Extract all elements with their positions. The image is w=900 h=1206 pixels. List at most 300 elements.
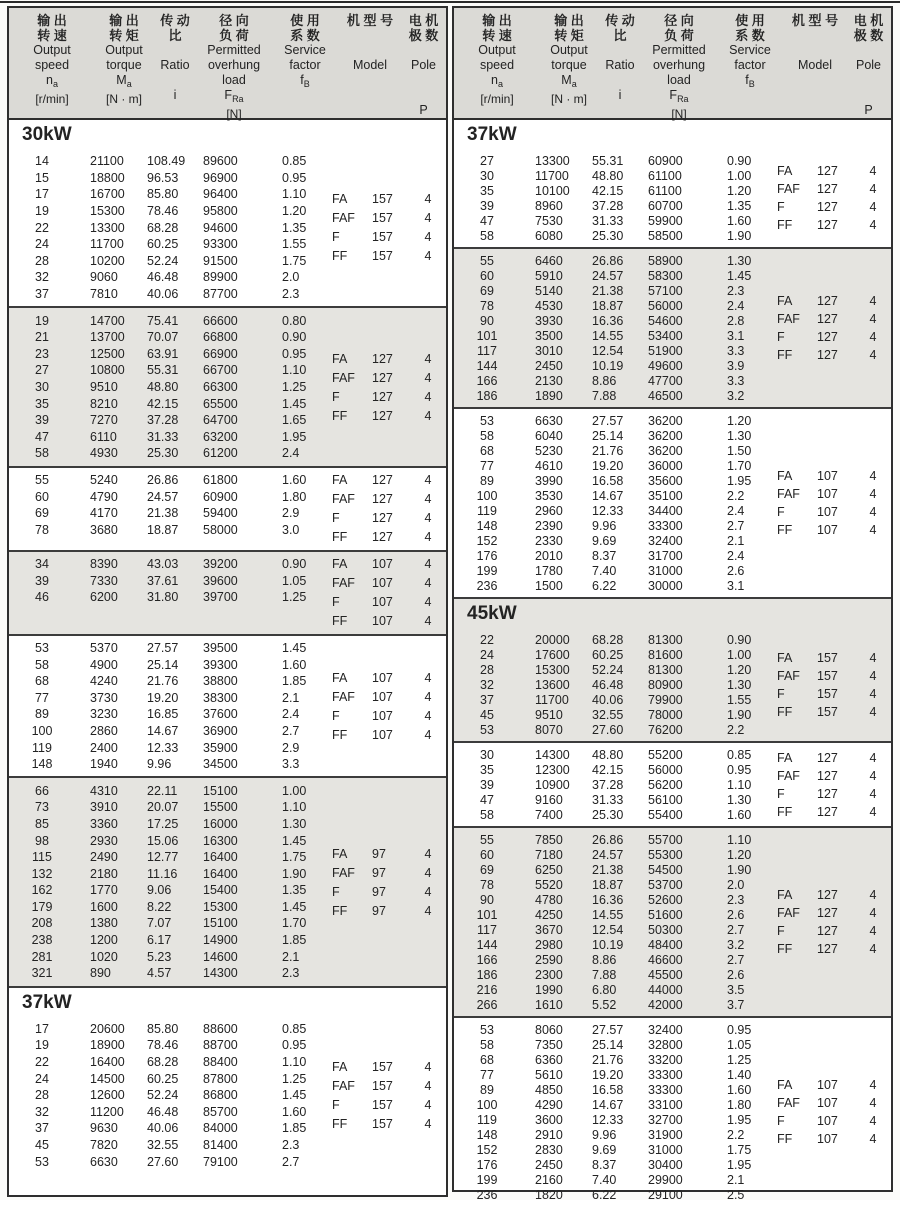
header-label-en: Output xyxy=(33,43,71,57)
pole-count-value: 4 xyxy=(869,200,877,214)
spec-row xyxy=(9,1037,446,1054)
service-factor-value: 2.2 xyxy=(727,488,745,503)
header-label-en: torque xyxy=(106,58,142,72)
permitted-overhung-load-value: 14600 xyxy=(203,949,238,964)
pole-count-value: 4 xyxy=(424,1078,432,1093)
permitted-overhung-load-value: 39200 xyxy=(203,556,238,571)
pole-count-value: 4 xyxy=(424,351,432,366)
service-factor-value: 2.4 xyxy=(282,707,300,722)
spec-block xyxy=(454,247,891,407)
permitted-overhung-load-value: 30400 xyxy=(648,1157,683,1172)
model-type-value: FAF xyxy=(777,182,800,196)
permitted-overhung-load-value: 60900 xyxy=(648,153,683,168)
output-speed-value: 179 xyxy=(31,899,53,914)
model-type-value: FAF xyxy=(332,492,355,507)
frame-size-value: 157 xyxy=(372,211,393,226)
header-label-zh: 比 xyxy=(168,28,182,43)
permitted-overhung-load-value: 44000 xyxy=(648,982,683,997)
header-spacer xyxy=(153,43,197,58)
symbol-subscript: a xyxy=(52,79,58,89)
service-factor-value: 1.85 xyxy=(282,674,307,689)
output-torque-value: 890 xyxy=(90,966,111,981)
permitted-overhung-load-value: 14300 xyxy=(203,966,238,981)
output-speed-value: 58 xyxy=(480,228,494,243)
output-torque-value: 6040 xyxy=(535,428,563,443)
service-factor-value: 2.1 xyxy=(727,1172,745,1187)
model-row xyxy=(330,387,442,406)
output-speed-value: 119 xyxy=(477,1112,497,1127)
output-speed-value: 89 xyxy=(480,473,494,488)
output-torque-value: 13600 xyxy=(535,677,570,692)
ratio-value: 37.28 xyxy=(592,198,624,213)
ratio-value: 9.69 xyxy=(592,533,617,548)
output-speed-value: 236 xyxy=(476,1187,498,1202)
ratio-value: 19.20 xyxy=(592,458,624,473)
output-torque-value: 4170 xyxy=(90,506,118,521)
spec-table-column-left xyxy=(7,6,448,1197)
pole-count-value: 4 xyxy=(869,804,877,819)
spec-row xyxy=(9,1021,446,1038)
output-speed-value: 22 xyxy=(35,1055,49,1070)
output-torque-value: 16700 xyxy=(90,187,125,202)
permitted-overhung-load-value: 96900 xyxy=(203,170,238,185)
header-spacer xyxy=(846,43,891,58)
model-row xyxy=(330,1114,442,1133)
header-label-zh: 比 xyxy=(613,28,627,43)
pole-count-value: 4 xyxy=(869,668,877,683)
model-row xyxy=(775,1130,887,1148)
model-row xyxy=(775,922,887,940)
model-type-value: FAF xyxy=(777,312,800,326)
service-factor-value: 1.55 xyxy=(282,237,307,252)
spec-row xyxy=(9,1137,446,1154)
header-label-zh: 机 型 号 xyxy=(791,13,839,28)
service-factor-value: 1.45 xyxy=(282,640,307,655)
ratio-value: 52.24 xyxy=(147,1088,179,1103)
permitted-overhung-load-value: 85700 xyxy=(203,1104,238,1119)
permitted-overhung-load-value: 38800 xyxy=(203,674,238,689)
output-speed-value: 85 xyxy=(35,816,49,831)
model-type-value: FA xyxy=(332,351,348,366)
service-factor-value: 2.1 xyxy=(727,533,745,548)
service-factor-value: 1.30 xyxy=(727,253,752,268)
ratio-value: 12.33 xyxy=(592,1112,624,1127)
output-speed-value: 119 xyxy=(477,503,497,518)
spec-row xyxy=(9,312,446,329)
ratio-value: 46.48 xyxy=(147,1104,179,1119)
service-factor-value: 2.6 xyxy=(727,563,745,578)
output-torque-value: 4850 xyxy=(535,1082,563,1097)
permitted-overhung-load-value: 37600 xyxy=(203,707,238,722)
output-torque-value: 14500 xyxy=(90,1071,125,1086)
service-factor-value: 2.6 xyxy=(727,967,745,982)
header-label-zh: 转 速 xyxy=(482,28,512,43)
permitted-overhung-load-value: 31000 xyxy=(648,1142,683,1157)
ratio-value: 25.30 xyxy=(592,228,624,243)
permitted-overhung-load-value: 30000 xyxy=(648,578,683,593)
output-torque-value: 14300 xyxy=(535,747,570,762)
model-row xyxy=(775,685,887,703)
service-factor-value: 1.45 xyxy=(282,396,307,411)
service-factor-value: 2.9 xyxy=(282,740,300,755)
permitted-overhung-load-value: 63200 xyxy=(203,429,238,444)
spec-row xyxy=(9,429,446,446)
ratio-value: 60.25 xyxy=(147,237,179,252)
ratio-value: 27.60 xyxy=(592,722,624,737)
output-torque-value: 4290 xyxy=(535,1097,563,1112)
output-speed-value: 148 xyxy=(476,1127,498,1142)
model-row xyxy=(775,803,887,821)
header-label-en: speed xyxy=(479,58,515,72)
permitted-overhung-load-value: 66700 xyxy=(203,363,238,378)
spec-row xyxy=(454,578,891,593)
header-label-en: Model xyxy=(797,58,833,72)
frame-size-value: 107 xyxy=(372,670,393,685)
pole-count-value: 4 xyxy=(424,1059,432,1074)
service-factor-value: 1.10 xyxy=(727,832,752,847)
model-row xyxy=(330,190,442,209)
output-speed-value: 39 xyxy=(480,198,494,213)
permitted-overhung-load-value: 60900 xyxy=(203,489,238,504)
header-label-en: load xyxy=(667,73,691,87)
output-speed-value: 37 xyxy=(480,692,494,707)
output-speed-value: 22 xyxy=(35,220,49,235)
model-row xyxy=(775,346,887,364)
permitted-overhung-load-value: 33300 xyxy=(648,518,683,533)
output-speed-value: 47 xyxy=(35,429,49,444)
permitted-overhung-load-value: 46600 xyxy=(648,952,683,967)
model-type-value: FA xyxy=(777,750,793,765)
ratio-value: 24.57 xyxy=(592,268,624,283)
service-factor-value: 1.90 xyxy=(727,228,752,243)
header-label-en: Ratio xyxy=(160,58,190,72)
pole-header xyxy=(401,13,446,122)
output-speed-value: 77 xyxy=(480,1067,494,1082)
ratio-value: 14.67 xyxy=(592,1097,624,1112)
output-torque-value: 2130 xyxy=(535,373,563,388)
header-spacer xyxy=(401,88,446,103)
spec-row xyxy=(454,847,891,862)
permitted-overhung-load-value: 47700 xyxy=(648,373,683,388)
pole-count-value: 4 xyxy=(424,1116,432,1131)
service-factor-value: 2.3 xyxy=(727,283,745,298)
pole-header xyxy=(846,13,891,122)
spec-row xyxy=(9,965,446,982)
header-label-zh: 使 用 xyxy=(735,13,765,28)
service-factor-value: 3.1 xyxy=(727,578,745,593)
ratio-value: 7.88 xyxy=(592,388,617,403)
ratio-value: 10.19 xyxy=(592,358,624,373)
output-torque-value: 9630 xyxy=(90,1121,118,1136)
frame-size-value: 157 xyxy=(372,1078,393,1093)
permitted-overhung-load-value: 55200 xyxy=(648,747,683,762)
model-row xyxy=(330,555,442,574)
model-type-value: FAF xyxy=(332,576,355,591)
pole-count-value: 4 xyxy=(424,689,432,704)
output-speed-value: 19 xyxy=(35,204,49,219)
output-speed-value: 39 xyxy=(35,413,49,428)
output-speed-value: 55 xyxy=(35,472,49,487)
pole-count-value: 4 xyxy=(424,846,432,861)
ratio-value: 68.28 xyxy=(592,632,624,647)
service-factor-value: 1.60 xyxy=(282,472,307,487)
permitted-overhung-load-value: 15100 xyxy=(203,783,238,798)
output-torque-value: 3910 xyxy=(90,800,118,815)
output-torque-value: 7330 xyxy=(90,573,118,588)
frame-size-value: 127 xyxy=(817,942,838,956)
output-speed-value: 90 xyxy=(480,313,494,328)
model-row xyxy=(330,509,442,528)
symbol-base: i xyxy=(173,88,177,102)
output-torque-value: 9510 xyxy=(90,380,118,395)
ratio-value: 7.88 xyxy=(592,967,617,982)
ratio-value: 8.86 xyxy=(592,952,617,967)
ratio-value: 16.58 xyxy=(592,1082,624,1097)
output-speed-value: 100 xyxy=(476,488,498,503)
service-factor-value: 1.30 xyxy=(282,816,307,831)
frame-size-value: 107 xyxy=(372,576,393,591)
pole-count-value: 4 xyxy=(869,312,877,326)
model-type-value: F xyxy=(332,1097,340,1112)
frame-size-value: 127 xyxy=(372,389,393,404)
ratio-value: 12.54 xyxy=(592,922,624,937)
spec-row xyxy=(454,563,891,578)
ratio-value: 25.14 xyxy=(147,657,179,672)
output-speed-value: 24 xyxy=(35,1071,49,1086)
model-type-value: F xyxy=(777,686,785,701)
ratio-value: 32.55 xyxy=(147,1138,179,1153)
spec-row xyxy=(9,816,446,833)
header-label-zh: 使 用 xyxy=(290,13,320,28)
model-row xyxy=(775,940,887,958)
spec-row xyxy=(454,253,891,268)
frame-size-value: 157 xyxy=(372,230,393,245)
output-speed-value: 53 xyxy=(480,722,494,737)
spec-block xyxy=(9,306,446,465)
symbol-base: P xyxy=(419,103,428,117)
service-factor-header xyxy=(271,13,339,122)
spec-row xyxy=(454,428,891,443)
ratio-value: 48.80 xyxy=(147,380,179,395)
service-factor-value: 1.45 xyxy=(282,833,307,848)
frame-size-value: 157 xyxy=(817,704,838,719)
model-type-value: FF xyxy=(332,1116,348,1131)
ratio-value: 8.22 xyxy=(147,899,172,914)
permitted-overhung-load-value: 49600 xyxy=(648,358,683,373)
permitted-overhung-load-value: 16000 xyxy=(203,816,238,831)
permitted-overhung-load-value: 16300 xyxy=(203,833,238,848)
output-speed-value: 90 xyxy=(480,892,494,907)
model-row xyxy=(775,886,887,904)
pole-count-value: 4 xyxy=(869,1114,877,1128)
permitted-overhung-load-value: 58900 xyxy=(648,253,683,268)
spec-row xyxy=(454,1187,891,1202)
output-torque-value: 5370 xyxy=(90,640,118,655)
output-torque-value: 1020 xyxy=(90,949,118,964)
service-factor-value: 0.85 xyxy=(727,747,752,762)
output-speed-value: 53 xyxy=(480,413,494,428)
ratio-value: 7.07 xyxy=(147,916,172,931)
pole-count-value: 4 xyxy=(424,1097,432,1112)
output-torque-value: 8390 xyxy=(90,556,118,571)
permitted-overhung-load-value: 78000 xyxy=(648,707,683,722)
permitted-overhung-load-value: 53400 xyxy=(648,328,683,343)
spec-block xyxy=(454,1016,891,1206)
permitted-overhung-load-value: 59900 xyxy=(648,213,683,228)
frame-size-value: 157 xyxy=(372,1097,393,1112)
output-torque-value: 3680 xyxy=(90,522,118,537)
output-speed-header xyxy=(454,13,540,122)
output-speed-value: 24 xyxy=(35,237,49,252)
frame-size-value: 127 xyxy=(817,348,838,362)
output-torque-value: 6250 xyxy=(535,862,563,877)
pole-count-value: 4 xyxy=(869,750,877,765)
output-speed-value: 68 xyxy=(480,1052,494,1067)
output-speed-value: 176 xyxy=(476,548,498,563)
frame-size-value: 157 xyxy=(372,249,393,264)
service-factor-value: 1.60 xyxy=(282,657,307,672)
permitted-overhung-load-value: 56000 xyxy=(648,762,683,777)
header-spacer xyxy=(339,43,401,58)
ratio-value: 40.06 xyxy=(147,287,179,302)
permitted-overhung-load-value: 51900 xyxy=(648,343,683,358)
header-label-zh: 极 数 xyxy=(853,28,884,43)
service-factor-value: 2.6 xyxy=(727,907,745,922)
header-unit: [r/min] xyxy=(480,92,514,106)
section-title: 37kW xyxy=(9,986,446,1017)
spec-block xyxy=(9,466,446,550)
permitted-overhung-load-value: 56100 xyxy=(648,792,683,807)
service-factor-value: 2.3 xyxy=(282,966,300,981)
frame-size-value: 127 xyxy=(817,312,838,326)
ratio-value: 27.57 xyxy=(592,1022,624,1037)
symbol-base: n xyxy=(46,73,53,87)
permitted-overhung-load-value: 58500 xyxy=(648,228,683,243)
service-factor-value: 1.10 xyxy=(282,800,307,815)
pole-count-value: 4 xyxy=(424,230,432,245)
permitted-overhung-load-value: 87800 xyxy=(203,1071,238,1086)
pole-count-value: 4 xyxy=(869,686,877,701)
output-speed-value: 58 xyxy=(480,1037,494,1052)
ratio-header xyxy=(598,13,642,122)
service-factor-value: 1.00 xyxy=(282,783,307,798)
header-label-en: Model xyxy=(352,58,388,72)
header-symbol xyxy=(642,88,716,107)
header-label-en: factor xyxy=(734,58,766,72)
output-speed-value: 60 xyxy=(480,268,494,283)
spec-row xyxy=(454,443,891,458)
permitted-overhung-load-value: 61100 xyxy=(648,168,682,183)
output-speed-value: 216 xyxy=(476,982,498,997)
pole-count-value: 4 xyxy=(424,492,432,507)
permitted-overhung-load-value: 31000 xyxy=(648,563,683,578)
header-label-zh: 转 矩 xyxy=(109,28,139,43)
output-speed-value: 60 xyxy=(480,847,494,862)
header-unit: [N · m] xyxy=(106,92,142,106)
output-speed-value: 119 xyxy=(32,740,52,755)
model-type-value: FAF xyxy=(777,768,800,783)
pole-count-value: 4 xyxy=(424,249,432,264)
spec-row xyxy=(454,1037,891,1052)
ratio-value: 60.25 xyxy=(592,647,624,662)
service-factor-value: 2.5 xyxy=(727,1187,745,1202)
model-type-value: FAF xyxy=(777,906,800,920)
model-type-value: F xyxy=(332,511,340,526)
service-factor-value: 1.75 xyxy=(727,1142,752,1157)
service-factor-value: 1.20 xyxy=(282,204,307,219)
service-factor-value: 2.2 xyxy=(727,722,745,737)
model-row xyxy=(775,198,887,216)
model-row xyxy=(330,368,442,387)
header-label-zh: 负 荷 xyxy=(664,28,694,43)
service-factor-value: 1.95 xyxy=(282,429,307,444)
ratio-value: 5.23 xyxy=(147,949,172,964)
model-type-value: F xyxy=(777,200,785,214)
frame-size-value: 127 xyxy=(817,200,838,214)
output-speed-value: 281 xyxy=(31,949,53,964)
ratio-value: 22.11 xyxy=(147,783,178,798)
spec-row xyxy=(454,982,891,997)
service-factor-value: 1.20 xyxy=(727,662,752,677)
model-type-value: FAF xyxy=(777,1096,800,1110)
model-row xyxy=(775,521,887,539)
pole-count-value: 4 xyxy=(869,164,877,178)
output-speed-value: 89 xyxy=(480,1082,494,1097)
header-label-zh: 系 数 xyxy=(735,28,765,43)
model-type-value: FA xyxy=(777,469,793,483)
output-torque-value: 3930 xyxy=(535,313,563,328)
spec-block xyxy=(9,634,446,777)
model-row xyxy=(775,292,887,310)
pole-count-value: 4 xyxy=(424,708,432,723)
model-row xyxy=(330,1057,442,1076)
model-row xyxy=(330,668,442,687)
output-torque-value: 9510 xyxy=(535,707,563,722)
model-type-value: FA xyxy=(332,473,348,488)
header-label-zh: 径 向 xyxy=(219,13,249,28)
output-torque-value: 12300 xyxy=(535,762,570,777)
model-type-value: FA xyxy=(777,888,793,902)
frame-size-value: 157 xyxy=(817,686,838,701)
section-title: 30kW xyxy=(22,124,72,145)
output-speed-value: 22 xyxy=(480,632,494,647)
header-label-zh: 系 数 xyxy=(290,28,320,43)
output-speed-value: 66 xyxy=(35,783,49,798)
permitted-overhung-load-value: 39700 xyxy=(203,590,238,605)
model-row xyxy=(775,904,887,922)
output-torque-header xyxy=(540,13,598,122)
permitted-overhung-load-value: 88600 xyxy=(203,1021,238,1036)
output-speed-value: 32 xyxy=(35,270,49,285)
output-torque-value: 9160 xyxy=(535,792,563,807)
output-torque-value: 6360 xyxy=(535,1052,563,1067)
permitted-overhung-load-value: 79100 xyxy=(203,1154,238,1169)
permitted-overhung-load-value: 91500 xyxy=(203,253,238,268)
permitted-overhung-load-value: 58300 xyxy=(648,268,683,283)
model-type-value: FA xyxy=(332,670,348,685)
model-row xyxy=(330,349,442,368)
model-group xyxy=(330,1057,442,1133)
ratio-value: 24.57 xyxy=(147,489,179,504)
output-torque-value: 7350 xyxy=(535,1037,563,1052)
output-speed-value: 27 xyxy=(35,363,49,378)
service-factor-value: 1.80 xyxy=(282,489,307,504)
spec-row xyxy=(454,1172,891,1187)
model-row xyxy=(330,612,442,631)
service-factor-value: 1.90 xyxy=(282,866,307,881)
service-factor-value: 2.8 xyxy=(727,313,745,328)
output-torque-value: 3530 xyxy=(535,488,563,503)
